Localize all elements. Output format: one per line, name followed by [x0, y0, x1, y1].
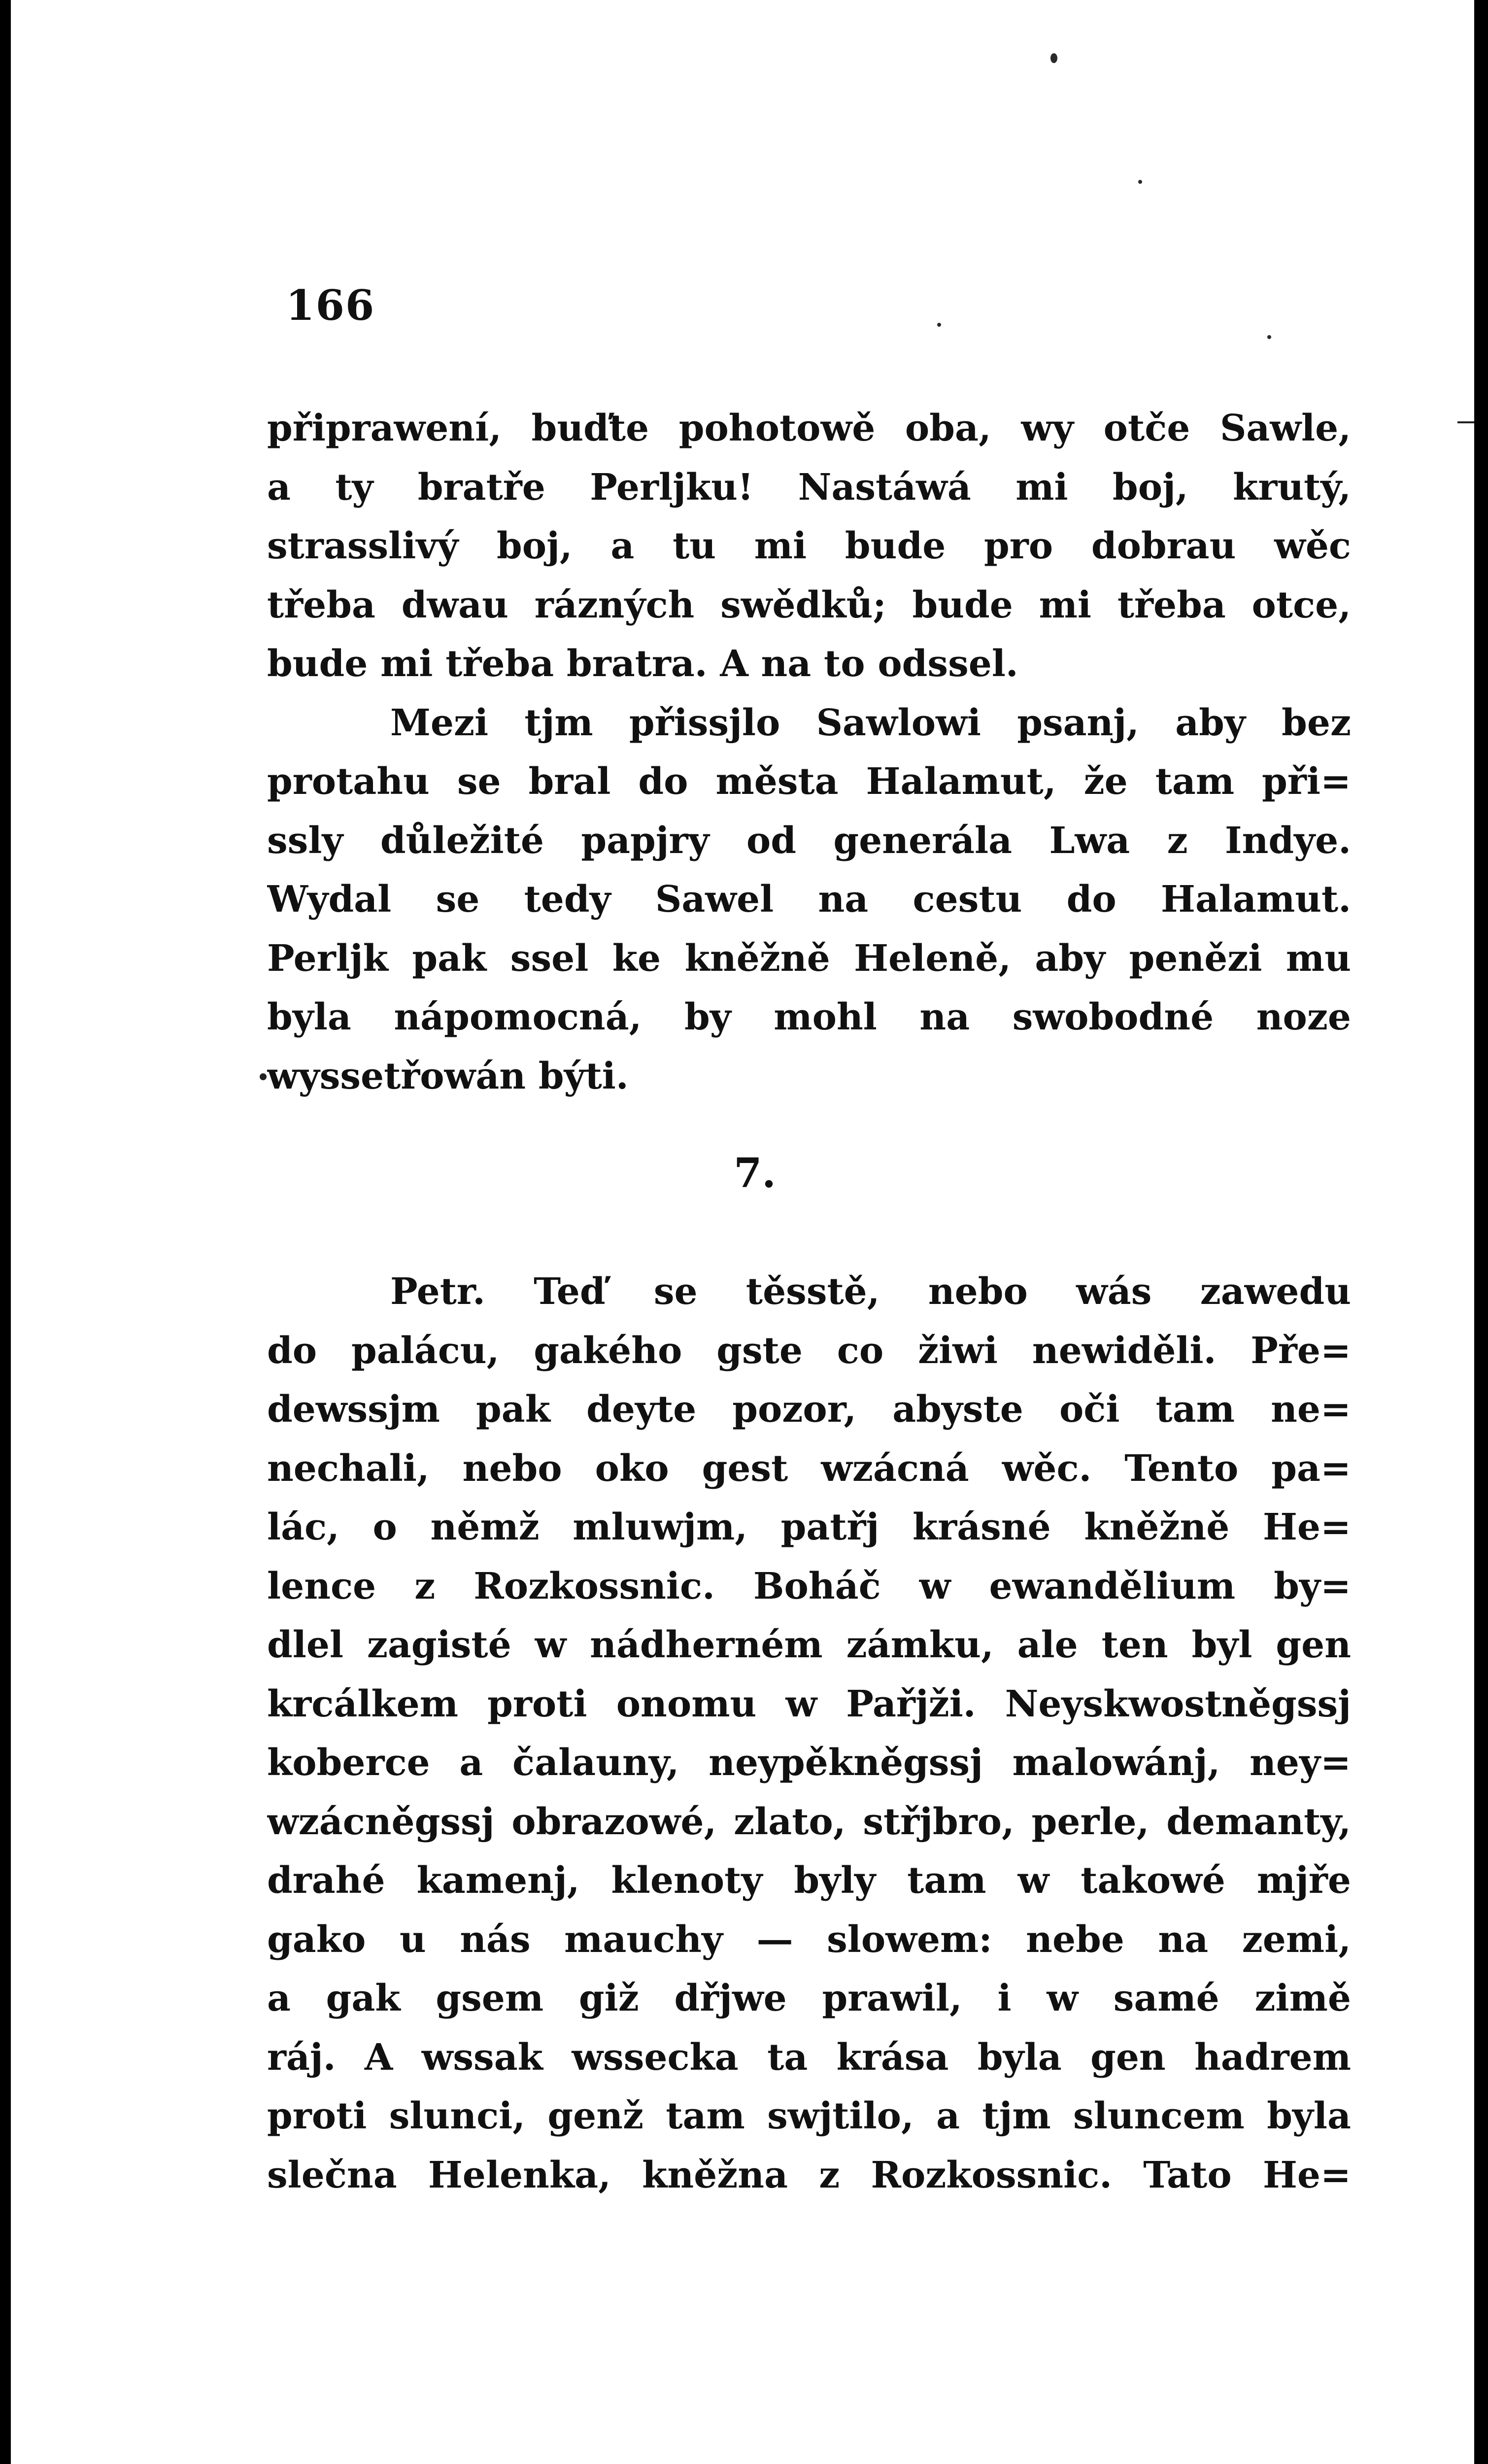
text-block-top [267, 399, 1351, 1106]
text-line: slečna Helenka, kněžna z Rozkossnic. Tato He= [267, 2154, 1351, 2196]
text-line: a gak gsem giž dřjwe prawil, i w samé zimě [267, 1977, 1351, 2019]
text-line: ráj. A wssak wssecka ta krása byla gen hadrem [267, 2036, 1351, 2079]
text-line: Perljk pak ssel ke kněžně Heleně, aby penězi mu [267, 937, 1351, 980]
text-line: dlel zagisté w nádherném zámku, ale ten byl gen [267, 1624, 1351, 1666]
text-line: Wydal se tedy Sawel na cestu do Halamut. [267, 878, 1351, 921]
margin-dot [260, 1073, 267, 1080]
text-line: Mezi tjm přissjlo Sawlowi psanj, aby bez [390, 701, 1351, 744]
text-line: a ty bratře Perljku! Nastáwá mi boj, krutý, [267, 466, 1351, 509]
text-line: dewssjm pak deyte pozor, abyste oči tam ne= [267, 1388, 1351, 1431]
text-line: proti slunci, genž tam swjtilo, a tjm sluncem byla [267, 2095, 1351, 2137]
text-line: strasslivý boj, a tu mi bude pro dobrau wěc [267, 525, 1351, 567]
chapter-number: 7. [734, 1150, 776, 1197]
text-line: koberce a čalauny, neypěkněgssj malowánj, ney= [267, 1742, 1351, 1784]
text-line: gako u nás mauchy — slowem: nebe na zemi, [267, 1918, 1351, 1961]
text-line: do palácu, gakého gste co žiwi newiděli. Pře= [267, 1329, 1351, 1372]
text-block-bottom [267, 1263, 1351, 2205]
ink-speck [937, 323, 941, 327]
text-line: lence z Rozkossnic. Boháč w ewandělium by= [267, 1565, 1351, 1608]
text-line: lác, o němž mluwjm, patřj krásné kněžně He= [267, 1506, 1351, 1548]
ink-speck [1050, 53, 1057, 63]
text-line: nechali, nebo oko gest wzácná wěc. Tento pa= [267, 1447, 1351, 1490]
text-line: wyssetřowán býti. [267, 1055, 629, 1097]
page-number: 166 [286, 281, 375, 330]
text-line: wzácněgssj obrazowé, zlato, střjbro, perle, demanty, [267, 1800, 1351, 1843]
book-page [11, 0, 1474, 2464]
text-line: třeba dwau rázných swědků; bude mi třeba otce, [267, 583, 1351, 626]
text-line: protahu se bral do města Halamut, že tam při= [267, 760, 1351, 803]
text-line: drahé kamenj, klenoty byly tam w takowé mjře [267, 1859, 1351, 1902]
margin-mark [1457, 421, 1474, 423]
ink-speck [1138, 180, 1142, 184]
text-line: Petr. Teď se těsstě, nebo wás zawedu [390, 1270, 1351, 1313]
text-line: připrawení, buďte pohotowě oba, wy otče Sawle, [267, 407, 1351, 449]
text-line: ssly důležité papjry od generála Lwa z Indye. [267, 819, 1351, 862]
text-line: bude mi třeba bratra. A na to odssel. [267, 643, 1018, 685]
ink-speck [1267, 335, 1271, 339]
text-line: krcálkem proti onomu w Pařjži. Neyskwostněgssj [267, 1682, 1351, 1725]
text-line: byla nápomocná, by mohl na swobodné noze [267, 996, 1351, 1038]
